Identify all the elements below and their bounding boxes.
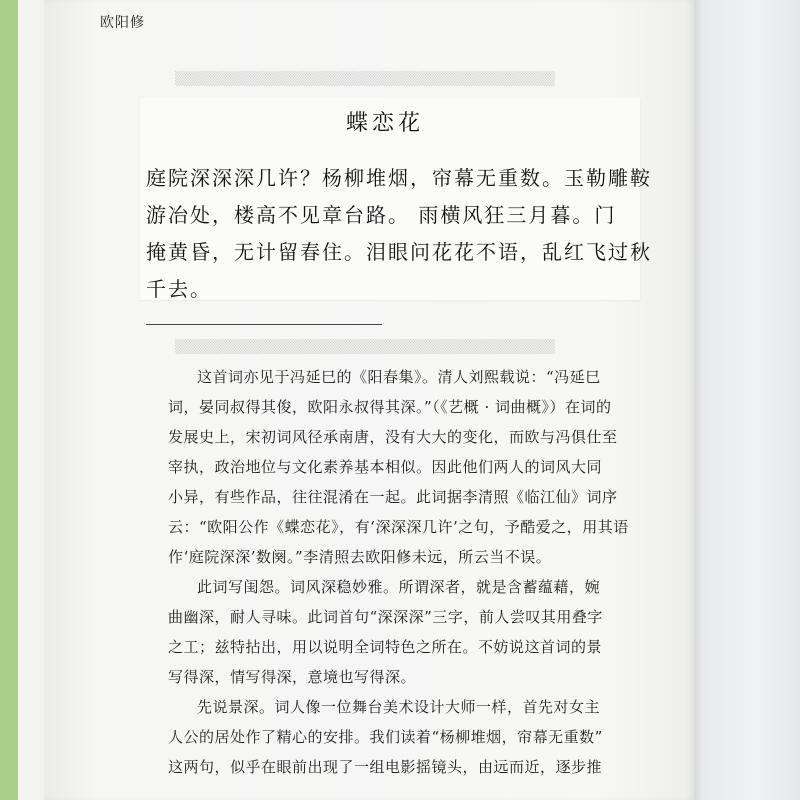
poem-line: 千去。 <box>146 277 212 301</box>
commentary-line: 小异，有些作品，往往混淆在一起。此词据李清照《临江仙》词序 <box>168 488 618 506</box>
commentary-line: 曲幽深，耐人寻味。此词首句“深深深”三字，前人尝叹其用叠字 <box>168 608 603 626</box>
poem-title: 蝶恋花 <box>346 111 425 136</box>
commentary-line: 之工；兹特拈出，用以说明全词特色之所在。不妨说这首词的景 <box>168 638 603 656</box>
commentary-line: 云：“欧阳公作《蝶恋花》，有‘深深深几许’之句，予酷爱之，用其语 <box>168 518 629 536</box>
poem-line: 庭院深深深几许？杨柳堆烟，帘幕无重数。玉勒雕鞍 <box>146 166 652 190</box>
show-through-text: ▒▒▒▒▒▒▒▒▒▒▒▒▒▒▒▒▒▒▒▒▒▒▒▒▒▒▒▒▒▒▒▒▒▒▒▒▒▒ <box>175 72 555 87</box>
divider-rule <box>146 324 382 325</box>
commentary-line: 发展史上，宋初词风径承南唐，没有大大的变化，而欧与冯俱仕至 <box>168 428 618 446</box>
commentary-line: 这首词亦见于冯延巳的《阳春集》。清人刘熙载说：“冯延巳 <box>197 368 601 386</box>
commentary-line: 词，晏同叔得其俊，欧阳永叔得其深。”（《艺概 · 词曲概》）在词的 <box>168 398 612 416</box>
adjacent-page <box>690 0 800 800</box>
commentary-line: 宰执，政治地位与文化素养基本相似。因此他们两人的词风大同 <box>168 458 603 476</box>
show-through-text: ▒▒▒▒▒▒▒▒▒▒▒▒▒▒▒▒▒▒▒▒▒▒▒▒▒▒▒▒▒▒▒▒▒▒▒▒▒▒ <box>175 340 555 355</box>
commentary-line: 写得深，情写得深，意境也写得深。 <box>168 668 417 686</box>
commentary-line: 这两句，似乎在眼前出现了一组电影摇镜头，由远而近，逐步推 <box>168 758 603 776</box>
commentary-line: 人公的居处作了精心的安排。我们读着“杨柳堆烟，帘幕无重数” <box>168 728 603 746</box>
commentary-line: 作‘庭院深深’数阕。”李清照去欧阳修未远，所云当不误。 <box>168 548 552 566</box>
running-head: 欧阳修 <box>100 15 145 31</box>
commentary-line: 先说景深。词人像一位舞台美术设计大师一样，首先对女主 <box>197 698 601 716</box>
poem-line: 游冶处，楼高不见章台路。 雨横风狂三月暮。门 <box>146 203 617 227</box>
poem-line: 掩黄昏，无计留春住。泪眼问花花不语，乱红飞过秋 <box>146 240 652 264</box>
commentary-line: 此词写闺怨。词风深稳妙雅。所谓深者，就是含蓄蕴藉，婉 <box>197 578 601 596</box>
